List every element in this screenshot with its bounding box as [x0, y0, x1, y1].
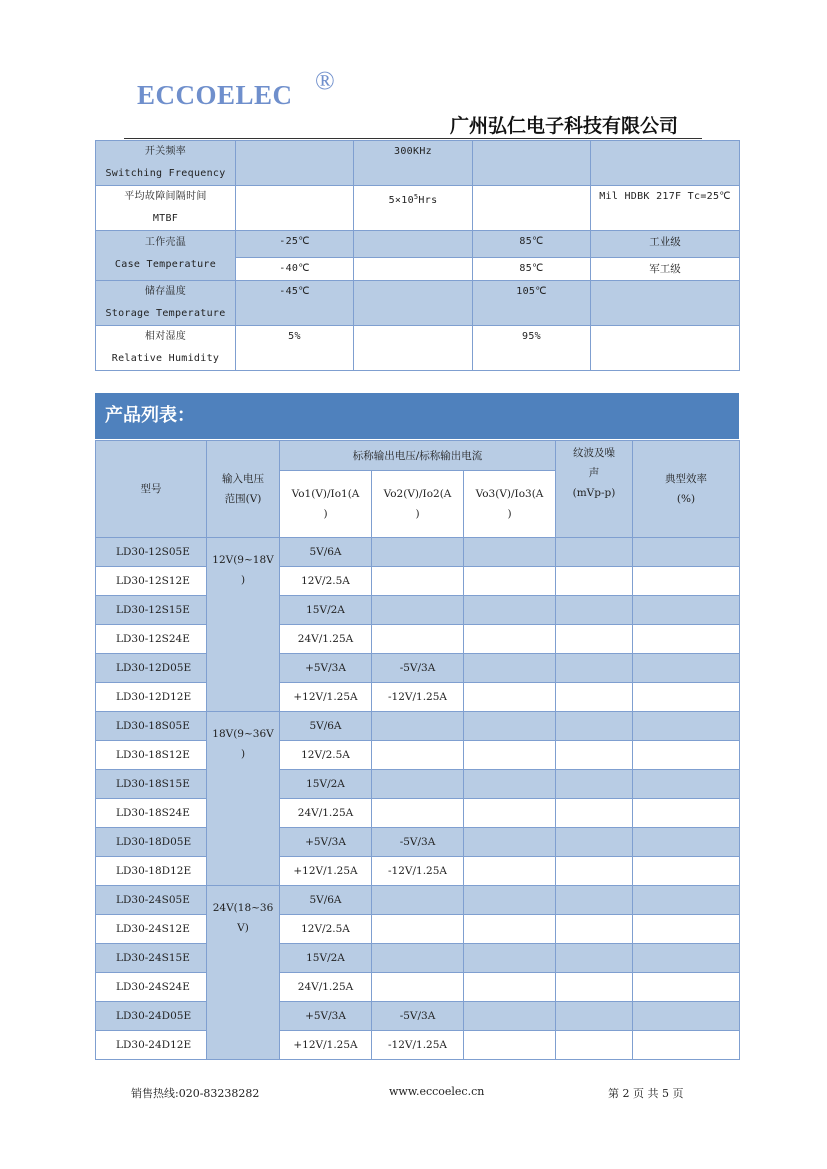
- product-eff: [633, 683, 740, 712]
- product-vo3: [464, 741, 556, 770]
- product-model: LD30-12S12E: [96, 567, 207, 596]
- product-eff: [633, 596, 740, 625]
- product-model: LD30-24S15E: [96, 944, 207, 973]
- mtbf-exponent: 5: [413, 193, 419, 201]
- product-input-voltage: [207, 886, 280, 1060]
- header-efficiency-l1: 典型效率: [665, 473, 707, 485]
- product-vo1: 24V/1.25A: [280, 973, 372, 1002]
- spec-row-storage-temp: [96, 281, 740, 326]
- product-vo3: [464, 915, 556, 944]
- product-vo2: [372, 596, 464, 625]
- param-name-en: Storage Temperature: [105, 308, 226, 319]
- product-vo3: [464, 1031, 556, 1060]
- spec-param-cell: [96, 231, 236, 281]
- header-output-group: 标称输出电压/标称输出电流: [280, 441, 556, 471]
- spec-max: [473, 186, 591, 231]
- product-eff: [633, 625, 740, 654]
- param-name-en: Switching Frequency: [105, 168, 226, 179]
- product-eff: [633, 944, 740, 973]
- spec-row-humidity: [96, 326, 740, 371]
- product-vo1: 15V/2A: [280, 596, 372, 625]
- param-name-en: MTBF: [152, 213, 179, 224]
- product-ripple: [556, 944, 633, 973]
- product-ripple: [556, 741, 633, 770]
- product-vo1: 15V/2A: [280, 944, 372, 973]
- product-model: LD30-18D05E: [96, 828, 207, 857]
- product-model: LD30-12D12E: [96, 683, 207, 712]
- spec-min: -45℃: [236, 281, 354, 326]
- footer-hotline: 销售热线:020-83238282: [131, 1087, 260, 1100]
- product-row: [96, 944, 740, 973]
- product-vo1: 12V/2.5A: [280, 741, 372, 770]
- product-row: [96, 683, 740, 712]
- spec-max: 105℃: [473, 281, 591, 326]
- product-vo1: 15V/2A: [280, 770, 372, 799]
- product-vo3: [464, 654, 556, 683]
- product-list-title: 产品列表：: [95, 393, 739, 439]
- input-voltage-l2: V): [237, 922, 249, 934]
- spec-typ: [354, 326, 473, 371]
- product-vo3: [464, 799, 556, 828]
- product-vo3: [464, 944, 556, 973]
- product-model: LD30-18S05E: [96, 712, 207, 741]
- header-vo1-l2: ): [323, 508, 328, 520]
- product-model: LD30-24S12E: [96, 915, 207, 944]
- product-vo1: 5V/6A: [280, 712, 372, 741]
- header-input-voltage-l1: 输入电压: [222, 473, 264, 485]
- input-voltage-l1: 18V(9~36V: [212, 728, 274, 740]
- product-vo1: 12V/2.5A: [280, 915, 372, 944]
- spec-min: 5%: [236, 326, 354, 371]
- product-model: LD30-12S05E: [96, 538, 207, 567]
- header-divider: [124, 138, 702, 139]
- product-model: LD30-12D05E: [96, 654, 207, 683]
- spec-param-cell: [96, 141, 236, 186]
- header-efficiency-l2: (%): [676, 493, 696, 505]
- header-input-voltage: [207, 441, 280, 538]
- product-vo2: -12V/1.25A: [372, 683, 464, 712]
- product-vo2: [372, 741, 464, 770]
- product-row: [96, 770, 740, 799]
- product-eff: [633, 567, 740, 596]
- product-table: [95, 440, 740, 1060]
- header-efficiency: [633, 441, 740, 538]
- input-voltage-l2: ): [240, 748, 246, 760]
- product-row: [96, 654, 740, 683]
- param-name-cn: 开关频率: [144, 146, 187, 157]
- product-vo3: [464, 538, 556, 567]
- product-ripple: [556, 712, 633, 741]
- product-row: [96, 973, 740, 1002]
- spec-note: 工业级: [591, 231, 740, 258]
- spec-param-cell: [96, 281, 236, 326]
- spec-param-cell: [96, 186, 236, 231]
- product-vo1: +12V/1.25A: [280, 683, 372, 712]
- product-row: [96, 625, 740, 654]
- product-model: LD30-18S12E: [96, 741, 207, 770]
- product-ripple: [556, 886, 633, 915]
- product-row: [96, 886, 740, 915]
- header-ripple-l2: 声: [588, 467, 600, 479]
- spec-note: 军工级: [591, 258, 740, 281]
- product-row: [96, 857, 740, 886]
- product-vo2: -5V/3A: [372, 654, 464, 683]
- product-vo2: [372, 886, 464, 915]
- header-ripple: [556, 441, 633, 538]
- product-row: [96, 712, 740, 741]
- product-ripple: [556, 1031, 633, 1060]
- spec-max: 85℃: [473, 231, 591, 258]
- param-name-cn: 工作壳温: [144, 237, 187, 248]
- header-input-voltage-l2: 范围(V): [224, 493, 262, 505]
- logo-text: ECCOELEC: [137, 80, 293, 110]
- header-vo2: [372, 471, 464, 538]
- footer-website: www.eccoelec.cn: [389, 1085, 485, 1098]
- product-eff: [633, 886, 740, 915]
- product-vo1: +5V/3A: [280, 654, 372, 683]
- product-eff: [633, 1031, 740, 1060]
- product-vo1: 5V/6A: [280, 538, 372, 567]
- product-vo2: [372, 567, 464, 596]
- header-vo3-l2: ): [507, 508, 512, 520]
- product-vo1: 12V/2.5A: [280, 567, 372, 596]
- product-header-row: [96, 441, 740, 471]
- product-model: LD30-18D12E: [96, 857, 207, 886]
- product-vo2: [372, 915, 464, 944]
- product-ripple: [556, 1002, 633, 1031]
- product-model: LD30-24D12E: [96, 1031, 207, 1060]
- spec-note: [591, 281, 740, 326]
- spec-max: 85℃: [473, 258, 591, 281]
- product-ripple: [556, 857, 633, 886]
- product-table-body: [96, 538, 740, 1060]
- product-input-voltage: [207, 712, 280, 886]
- product-ripple: [556, 770, 633, 799]
- product-eff: [633, 828, 740, 857]
- product-vo2: -12V/1.25A: [372, 857, 464, 886]
- product-vo2: [372, 770, 464, 799]
- spec-typ: [354, 186, 473, 231]
- header-vo1-l1: Vo1(V)/Io1(A: [291, 488, 360, 500]
- product-ripple: [556, 799, 633, 828]
- product-model: LD30-24S24E: [96, 973, 207, 1002]
- product-eff: [633, 915, 740, 944]
- product-vo3: [464, 625, 556, 654]
- product-eff: [633, 538, 740, 567]
- product-row: [96, 915, 740, 944]
- input-voltage-l1: 24V(18~36: [212, 902, 274, 914]
- spec-typ: [354, 281, 473, 326]
- product-eff: [633, 712, 740, 741]
- product-vo2: [372, 944, 464, 973]
- spec-typ: [354, 231, 473, 258]
- input-voltage-l1: 12V(9~18V: [212, 554, 274, 566]
- product-vo1: +5V/3A: [280, 828, 372, 857]
- product-vo1: +12V/1.25A: [280, 857, 372, 886]
- header-ripple-l1: 纹波及噪: [573, 447, 615, 459]
- product-vo2: -5V/3A: [372, 1002, 464, 1031]
- mtbf-unit: Hrs: [418, 195, 438, 206]
- product-eff: [633, 770, 740, 799]
- input-voltage-l2: ): [240, 574, 246, 586]
- product-ripple: [556, 654, 633, 683]
- product-vo3: [464, 712, 556, 741]
- product-row: [96, 741, 740, 770]
- product-row: [96, 828, 740, 857]
- company-logo: [137, 66, 336, 111]
- spec-min: [236, 141, 354, 186]
- product-ripple: [556, 973, 633, 1002]
- product-row: [96, 567, 740, 596]
- spec-note: Mil HDBK 217F Tc=25℃: [591, 186, 740, 231]
- product-vo3: [464, 1002, 556, 1031]
- param-name-en: Case Temperature: [114, 259, 217, 270]
- product-vo1: +5V/3A: [280, 1002, 372, 1031]
- product-row: [96, 799, 740, 828]
- product-ripple: [556, 683, 633, 712]
- header-vo2-l2: ): [415, 508, 420, 520]
- product-vo3: [464, 886, 556, 915]
- product-vo2: -12V/1.25A: [372, 1031, 464, 1060]
- product-vo1: 5V/6A: [280, 886, 372, 915]
- spec-max: [473, 141, 591, 186]
- product-vo1: 24V/1.25A: [280, 799, 372, 828]
- product-row: [96, 1002, 740, 1031]
- spec-min: -40℃: [236, 258, 354, 281]
- product-vo3: [464, 770, 556, 799]
- product-ripple: [556, 915, 633, 944]
- product-model: LD30-18S24E: [96, 799, 207, 828]
- product-model: LD30-24D05E: [96, 1002, 207, 1031]
- product-vo2: [372, 712, 464, 741]
- spec-typ: 300KHz: [354, 141, 473, 186]
- spec-note: [591, 326, 740, 371]
- footer-page-number: 第 2 页 共 5 页: [608, 1087, 684, 1100]
- param-name-cn: 储存温度: [144, 286, 187, 297]
- product-vo2: [372, 625, 464, 654]
- product-vo2: [372, 538, 464, 567]
- mtbf-base: 5×10: [388, 195, 414, 206]
- product-ripple: [556, 567, 633, 596]
- product-vo3: [464, 828, 556, 857]
- header-vo3-l1: Vo3(V)/Io3(A: [475, 488, 544, 500]
- spec-row-switching-frequency: [96, 141, 740, 186]
- product-vo1: +12V/1.25A: [280, 1031, 372, 1060]
- product-ripple: [556, 596, 633, 625]
- product-vo3: [464, 567, 556, 596]
- spec-note: [591, 141, 740, 186]
- product-vo2: [372, 799, 464, 828]
- header-vo1: [280, 471, 372, 538]
- spec-min: -25℃: [236, 231, 354, 258]
- registered-mark: ®: [315, 66, 336, 95]
- header-ripple-l3: (mVp-p): [572, 487, 616, 499]
- product-eff: [633, 799, 740, 828]
- product-eff: [633, 654, 740, 683]
- product-model: LD30-18S15E: [96, 770, 207, 799]
- product-vo2: -5V/3A: [372, 828, 464, 857]
- param-name-cn: 相对湿度: [144, 331, 187, 342]
- product-ripple: [556, 828, 633, 857]
- product-row: [96, 596, 740, 625]
- spec-row-mtbf: [96, 186, 740, 231]
- product-ripple: [556, 625, 633, 654]
- spec-max: 95%: [473, 326, 591, 371]
- param-name-cn: 平均故障间隔时间: [124, 191, 207, 202]
- product-eff: [633, 973, 740, 1002]
- spec-param-cell: [96, 326, 236, 371]
- product-eff: [633, 741, 740, 770]
- product-eff: [633, 1002, 740, 1031]
- product-vo3: [464, 596, 556, 625]
- spec-min: [236, 186, 354, 231]
- product-vo3: [464, 973, 556, 1002]
- product-model: LD30-12S24E: [96, 625, 207, 654]
- product-vo1: 24V/1.25A: [280, 625, 372, 654]
- header-vo3: [464, 471, 556, 538]
- product-row: [96, 538, 740, 567]
- spec-row-case-temp-industrial: [96, 231, 740, 258]
- product-ripple: [556, 538, 633, 567]
- company-name: 广州弘仁电子科技有限公司: [450, 115, 679, 137]
- product-vo2: [372, 973, 464, 1002]
- product-row: [96, 1031, 740, 1060]
- product-model: LD30-12S15E: [96, 596, 207, 625]
- header-vo2-l1: Vo2(V)/Io2(A: [383, 488, 452, 500]
- spec-typ: [354, 258, 473, 281]
- header-model: 型号: [96, 441, 207, 538]
- spec-table: [95, 140, 740, 371]
- product-vo3: [464, 683, 556, 712]
- product-vo3: [464, 857, 556, 886]
- product-input-voltage: [207, 538, 280, 712]
- product-eff: [633, 857, 740, 886]
- param-name-en: Relative Humidity: [111, 353, 220, 364]
- product-model: LD30-24S05E: [96, 886, 207, 915]
